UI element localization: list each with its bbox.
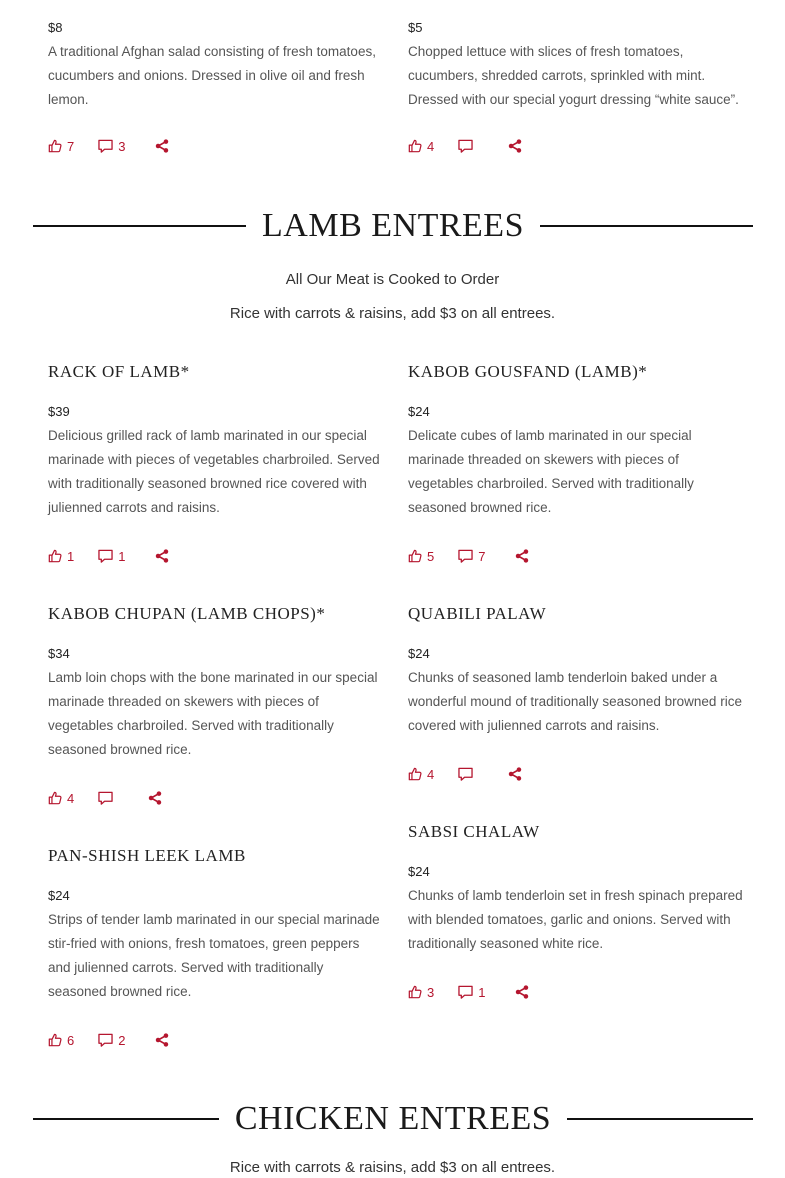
like-button[interactable] (48, 139, 74, 154)
share-button[interactable] (155, 139, 169, 153)
item-title: KABOB CHUPAN (LAMB CHOPS)* (48, 604, 326, 623)
comment-count: 2 (118, 1032, 126, 1048)
share-button[interactable] (515, 985, 529, 999)
comment-icon (98, 139, 113, 153)
item-title: PAN-SHISH LEEK LAMB (48, 846, 246, 865)
item-title: RACK OF LAMB* (48, 362, 190, 381)
like-count: 5 (427, 548, 435, 564)
section-heading-lamb (33, 206, 753, 246)
item-description: Strips of tender lamb marinated in our special marinade stir-fried with onions, fresh tomatoes, green peppers and julienned carrots. Served with traditionally seasoned browned rice. (48, 912, 380, 999)
section-note: Rice with carrots & raisins, add $3 on all entrees. (229, 305, 556, 322)
share-icon (508, 139, 522, 153)
like-count: 1 (67, 548, 75, 564)
item-actions (408, 982, 529, 1002)
thumbs-up-icon (408, 139, 422, 153)
item-price: $24 (48, 888, 70, 903)
item-description: Lamb loin chops with the bone marinated in our special marinade threaded on skewers with pieces of vegetables charbroiled. Served with traditionally seasoned browned rice. (48, 670, 378, 757)
item-title: SABSI CHALAW (408, 822, 540, 841)
item-price: $24 (408, 646, 430, 661)
like-count: 6 (67, 1032, 75, 1048)
divider (567, 1118, 753, 1120)
item-actions (48, 136, 169, 156)
comment-icon (458, 767, 473, 781)
share-icon (515, 985, 529, 999)
item-description: A traditional Afghan salad consisting of fresh tomatoes, cucumbers and onions. Dressed in olive oil and fresh lemon. (48, 44, 376, 107)
item-price: $39 (48, 404, 70, 419)
item-price: $8 (48, 20, 63, 35)
like-count: 7 (67, 138, 75, 154)
item-actions (408, 546, 529, 566)
item-description: Chunks of lamb tenderloin set in fresh spinach prepared with blended tomatoes, garlic and onions. Served with traditionally seasoned white rice. (408, 888, 743, 951)
thumbs-up-icon (408, 549, 422, 563)
comment-icon (98, 791, 113, 805)
item-actions (408, 764, 522, 784)
divider (33, 1118, 219, 1120)
thumbs-up-icon (48, 139, 62, 153)
comment-icon (458, 139, 473, 153)
comment-button[interactable] (98, 1033, 125, 1048)
thumbs-up-icon (48, 791, 62, 805)
comment-icon (98, 549, 113, 563)
thumbs-up-icon (408, 767, 422, 781)
item-price: $5 (408, 20, 423, 35)
comment-button[interactable] (458, 549, 485, 564)
like-button[interactable] (408, 767, 434, 782)
divider (540, 225, 753, 227)
comment-icon (458, 549, 473, 563)
comment-count: 1 (478, 984, 486, 1000)
like-count: 4 (67, 790, 75, 806)
like-count: 4 (427, 138, 435, 154)
thumbs-up-icon (48, 549, 62, 563)
item-description: Chopped lettuce with slices of fresh tomatoes, cucumbers, shredded carrots, sprinkled with mint. Dressed with our special yogurt dressing “white sauce”. (408, 44, 739, 107)
item-title: QUABILI PALAW (408, 604, 547, 623)
item-price: $34 (48, 646, 70, 661)
like-count: 3 (427, 984, 435, 1000)
comment-count: 7 (478, 548, 486, 564)
share-button[interactable] (508, 767, 522, 781)
share-icon (515, 549, 529, 563)
like-button[interactable] (408, 139, 434, 154)
like-button[interactable] (48, 791, 74, 806)
section-note: All Our Meat is Cooked to Order (285, 271, 500, 288)
thumbs-up-icon (408, 985, 422, 999)
like-button[interactable] (408, 985, 434, 1000)
comment-button[interactable] (458, 139, 478, 153)
divider (33, 225, 246, 227)
section-heading-chicken (33, 1099, 753, 1139)
comment-count: 3 (118, 138, 126, 154)
comment-button[interactable] (98, 791, 118, 805)
comment-button[interactable] (458, 985, 485, 1000)
share-icon (508, 767, 522, 781)
item-title: KABOB GOUSFAND (LAMB)* (408, 362, 648, 381)
like-count: 4 (427, 766, 435, 782)
item-actions (48, 546, 169, 566)
item-actions (48, 788, 162, 808)
item-actions (408, 136, 522, 156)
item-description: Delicate cubes of lamb marinated in our special marinade threaded on skewers with pieces of vegetables charbroiled. Served with traditionally seasoned browned rice. (408, 428, 694, 515)
comment-icon (98, 1033, 113, 1047)
item-price: $24 (408, 404, 430, 419)
item-description: Chunks of seasoned lamb tenderloin baked under a wonderful mound of traditionally seasoned browned rice covered with julienned carrots and raisins. (408, 670, 742, 733)
share-icon (148, 791, 162, 805)
share-icon (155, 139, 169, 153)
section-title: CHICKEN ENTREES (234, 1100, 552, 1137)
share-button[interactable] (148, 791, 162, 805)
like-button[interactable] (48, 1033, 74, 1048)
share-icon (155, 1033, 169, 1047)
like-button[interactable] (408, 549, 434, 564)
item-actions (48, 1030, 169, 1050)
comment-count: 1 (118, 548, 126, 564)
comment-button[interactable] (98, 549, 125, 564)
comment-button[interactable] (98, 139, 125, 154)
item-price: $24 (408, 864, 430, 879)
item-description: Delicious grilled rack of lamb marinated in our special marinade with pieces of vegetables charbroiled. Served with traditionally seasoned browned rice covered with julienned carrots and raisins. (48, 428, 380, 515)
share-button[interactable] (515, 549, 529, 563)
thumbs-up-icon (48, 1033, 62, 1047)
section-title: LAMB ENTREES (262, 207, 524, 244)
comment-icon (458, 985, 473, 999)
share-button[interactable] (155, 1033, 169, 1047)
share-button[interactable] (508, 139, 522, 153)
comment-button[interactable] (458, 767, 478, 781)
share-icon (155, 549, 169, 563)
like-button[interactable] (48, 549, 74, 564)
share-button[interactable] (155, 549, 169, 563)
section-note: Rice with carrots & raisins, add $3 on all entrees. (229, 1159, 556, 1176)
